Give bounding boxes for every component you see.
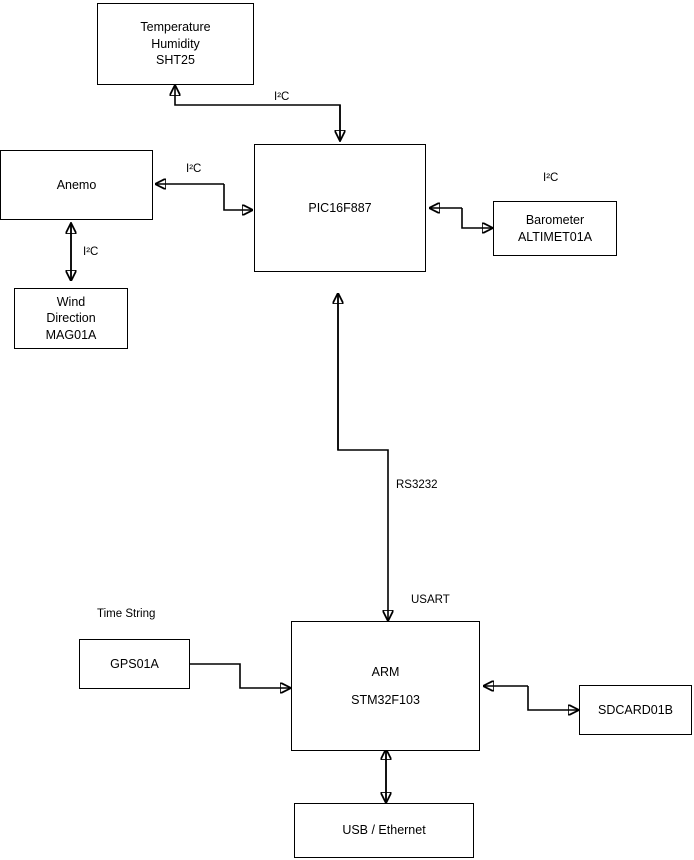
node-sht25[interactable] [97,3,254,85]
node-anemo[interactable] [0,150,153,220]
node-usb-ethernet[interactable] [294,803,474,858]
node-sht25-line-1: Humidity [151,36,200,51]
node-sht25-line-0: Temperature [140,20,211,35]
node-sht25-line-2: SHT25 [156,53,195,68]
node-pic16f887[interactable] [254,144,426,272]
label-i2c-anemo: I²C [186,163,202,175]
node-sdcard01b[interactable] [579,685,692,735]
label-i2c-sht25: I²C [274,91,290,103]
node-wind-direction-line-0: Wind [56,294,86,309]
wire-arm-to-sdcard [528,686,578,710]
node-barometer-line-1: ALTIMET01A [517,229,593,244]
node-barometer-line-0: Barometer [525,213,585,227]
node-barometer[interactable] [493,201,617,256]
node-arm-line-1: STM32F103 [351,693,420,707]
node-sdcard01b-line-0: SDCARD01B [597,702,674,717]
node-wind-direction-line-1: Direction [46,311,96,326]
label-rs3232: RS3232 [396,479,438,491]
node-wind-direction-line-2: MAG01A [45,327,97,342]
node-arm-stm32f103[interactable] [291,621,480,751]
node-gps01a-line-0: GPS01A [110,656,159,671]
label-i2c-wind-direction: I²C [83,246,99,258]
node-usb-ethernet-line-0: USB / Ethernet [342,823,426,838]
wire-pic-to-arm [338,296,388,620]
label-usart: USART [411,594,450,606]
node-gps01a[interactable] [79,639,190,689]
label-time-string: Time String [97,608,156,620]
node-anemo-line-0: Anemo [56,177,97,192]
wire-gps-to-arm [190,664,290,688]
node-wind-direction[interactable] [14,288,128,349]
node-arm-line-0: ARM [371,664,400,679]
wire-pic-to-barometer [462,208,492,228]
wire-pic-to-sht25 [175,86,340,142]
label-i2c-barometer: I²C [543,172,559,184]
wire-anemo-to-pic [224,184,252,210]
node-pic16f887-line-0: PIC16F887 [308,200,372,215]
